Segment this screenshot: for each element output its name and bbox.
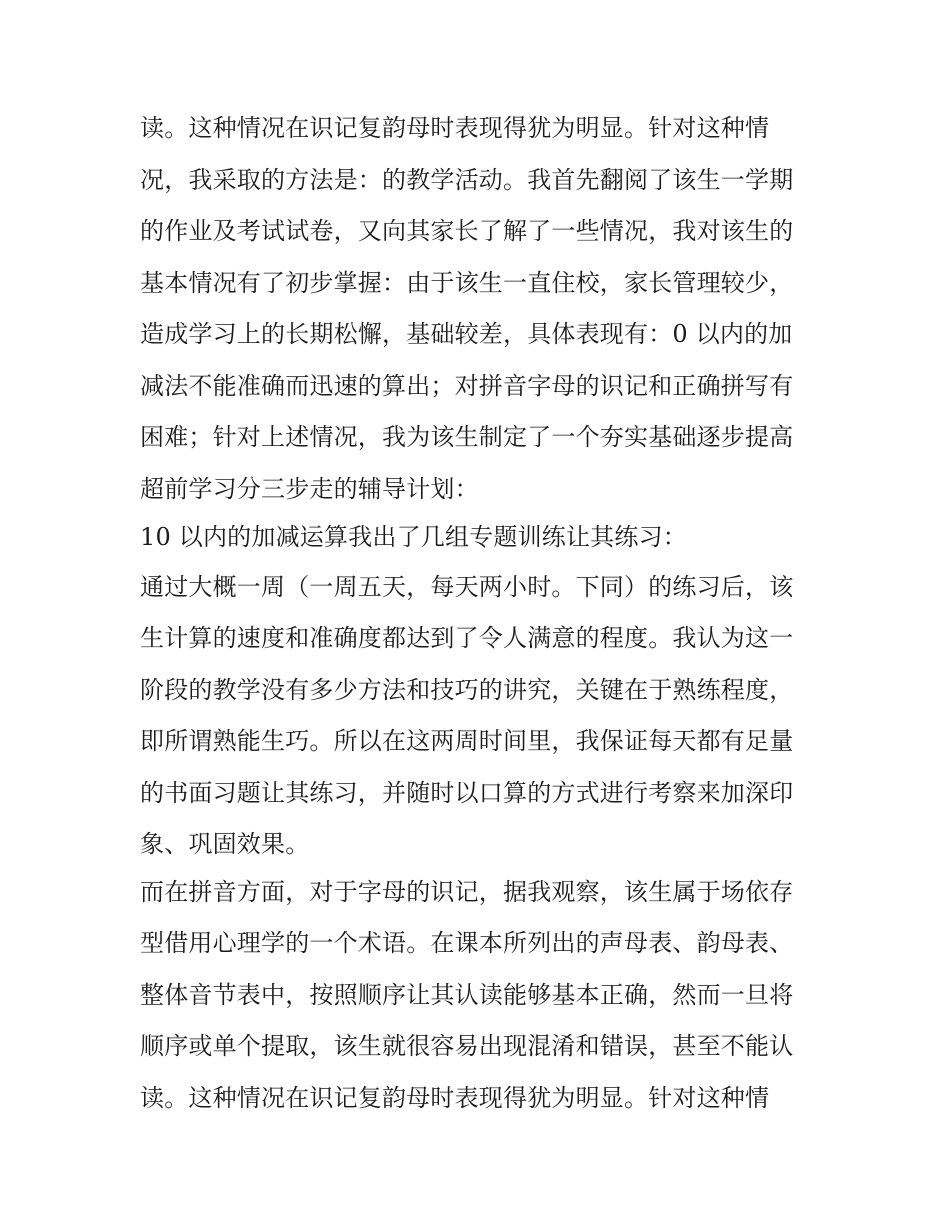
text-line-6: 减法不能准确而迅速的算出；对拼音字母的识记和正确拼写有: [140, 372, 794, 400]
text-line-2: 况，我采取的方法是：的教学活动。我首先翻阅了该生一学期: [140, 166, 794, 194]
text-line-11: 生计算的速度和准确度都达到了令人满意的程度。我认为这一: [140, 624, 794, 652]
text-line-13: 即所谓熟能生巧。所以在这两周时间里，我保证每天都有足量: [140, 727, 794, 755]
text-line-8: 超前学习分三步走的辅导计划：: [140, 475, 479, 503]
text-line-18: 整体音节表中，按照顺序让其认读能够基本正确，然而一旦将: [140, 981, 794, 1009]
text-line-19: 顺序或单个提取，该生就很容易出现混淆和错误，甚至不能认: [140, 1032, 794, 1060]
text-line-16: 而在拼音方面，对于字母的识记，据我观察，该生属于场依存: [140, 878, 794, 906]
text-line-3: 的作业及考试试卷，又向其家长了解了一些情况，我对该生的: [140, 217, 794, 245]
text-line-1: 读。这种情况在识记复韵母时表现得犹为明显。针对这种情: [140, 114, 770, 142]
text-line-9: 10 以内的加减运算我出了几组专题训练让其练习：: [140, 523, 687, 551]
text-line-7: 困难；针对上述情况，我为该生制定了一个夯实基础逐步提高: [140, 423, 794, 451]
text-line-20: 读。这种情况在识记复韵母时表现得犹为明显。针对这种情: [140, 1084, 770, 1112]
text-line-17: 型借用心理学的一个术语。在课本所列出的声母表、韵母表、: [140, 929, 794, 957]
text-line-5: 造成学习上的长期松懈，基础较差，具体表现有：0 以内的加: [140, 320, 793, 348]
text-line-15: 象、巩固效果。: [140, 830, 310, 858]
text-line-14: 的书面习题让其练习，并随时以口算的方式进行考察来加深印: [140, 779, 794, 807]
text-line-12: 阶段的教学没有多少方法和技巧的讲究，关键在于熟练程度，: [140, 676, 794, 704]
text-line-4: 基本情况有了初步掌握：由于该生一直住校，家长管理较少，: [140, 269, 794, 297]
text-line-10: 通过大概一周（一周五天，每天两小时。下同）的练习后，该: [140, 573, 794, 601]
